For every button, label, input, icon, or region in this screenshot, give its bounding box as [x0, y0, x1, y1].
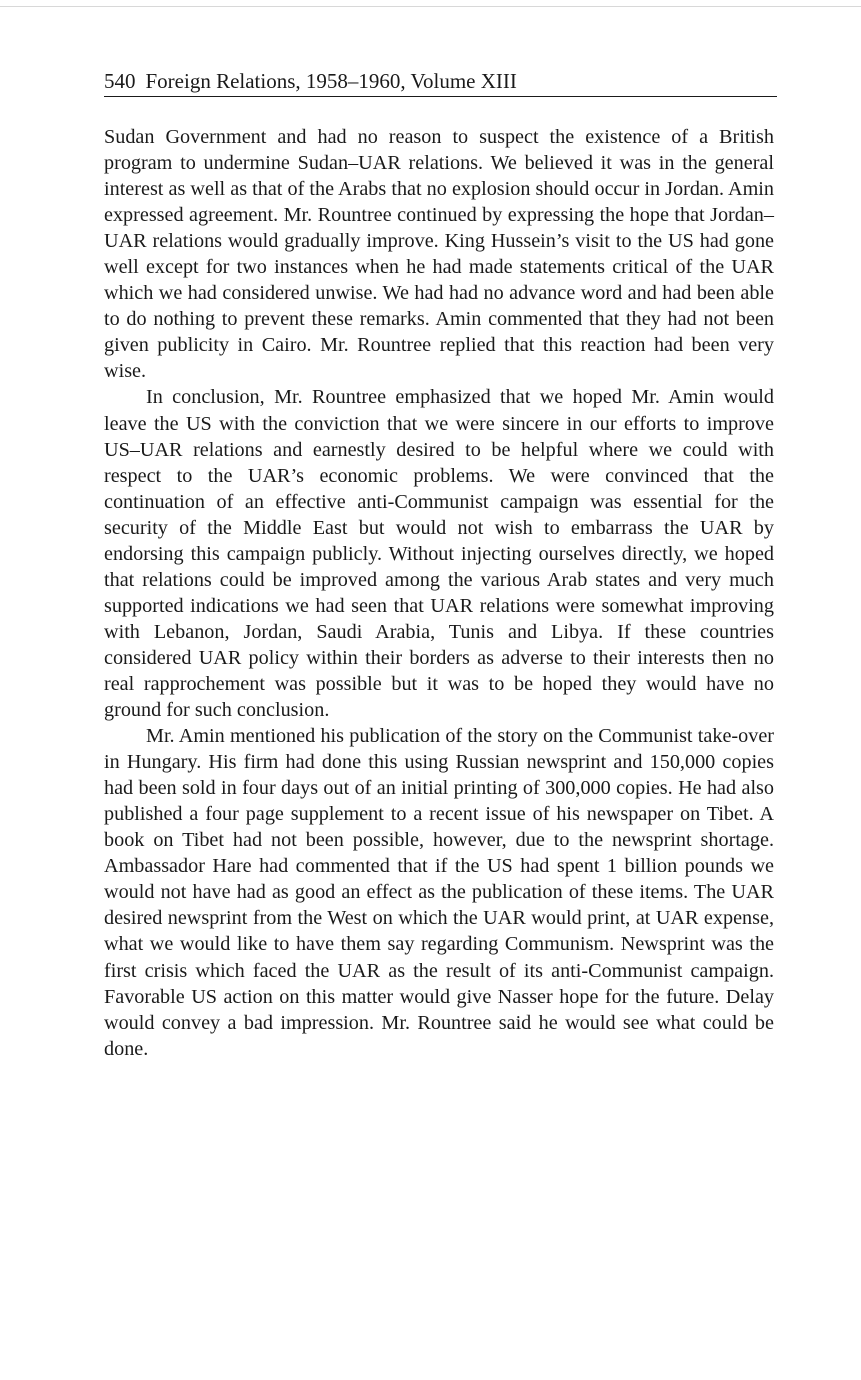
running-header: [104, 66, 777, 97]
volume-title: Foreign Relations, 1958–1960, Volume XIII: [145, 69, 517, 93]
scan-edge-line: [0, 6, 861, 7]
paragraph: Sudan Government and had no reason to suspect the existence of a British program to undermine Sudan–UAR relations. We believed it was in the general interest as well as that of the Arabs that no explosion should occur in Jordan. Amin expressed agreement. Mr. Rountree continued by expressing the hope that Jordan–UAR relations would gradually improve. King Hussein’s visit to the US had gone well except for two instances when he had made statements critical of the UAR which we had considered unwise. We had had no advance word and had been able to do nothing to prevent these remarks. Amin commented that they had not been given publicity in Cairo. Mr. Rountree replied that this reaction had been very wise.: [104, 126, 774, 383]
paragraph: In conclusion, Mr. Rountree emphasized that we hoped Mr. Amin would leave the US with the conviction that we were sincere in our efforts to improve US–UAR relations and earnestly desired to be helpful where we could with respect to the UAR’s economic problems. We were convinced that the continuation of an effective anti-Communist campaign was essential for the security of the Middle East but would not wish to embarrass the UAR by endorsing this campaign publicly. Without injecting ourselves directly, we hoped that relations could be improved among the various Arab states and very much supported indications we had seen that UAR relations were somewhat improving with Lebanon, Jordan, Saudi Arabia, Tunis and Libya. If these countries considered UAR policy within their borders as adverse to their interests then no real rapprochement was possible but it was to be hoped they would have no ground for such conclusion.: [104, 386, 774, 722]
body-text: [104, 124, 774, 1062]
page-number: 540: [104, 69, 136, 93]
paragraph: Mr. Amin mentioned his publication of the story on the Communist take-over in Hungary. His firm had done this using Russian newsprint and 150,000 copies had been sold in four days out of an initial printing of 300,000 copies. He had also published a four page supplement to a recent issue of his newspaper on Tibet. A book on Tibet had not been possible, however, due to the newsprint shortage. Ambassador Hare had commented that if the US had spent 1 billion pounds we would not have had as good an effect as the publication of these items. The UAR desired newsprint from the West on which the UAR would print, at UAR expense, what we would like to have them say regarding Communism. Newsprint was the first crisis which faced the UAR as the result of its anti-Communist campaign. Favorable US action on this matter would give Nasser hope for the future. Delay would convey a bad impression. Mr. Rountree said he would see what could be done.: [104, 725, 774, 1060]
